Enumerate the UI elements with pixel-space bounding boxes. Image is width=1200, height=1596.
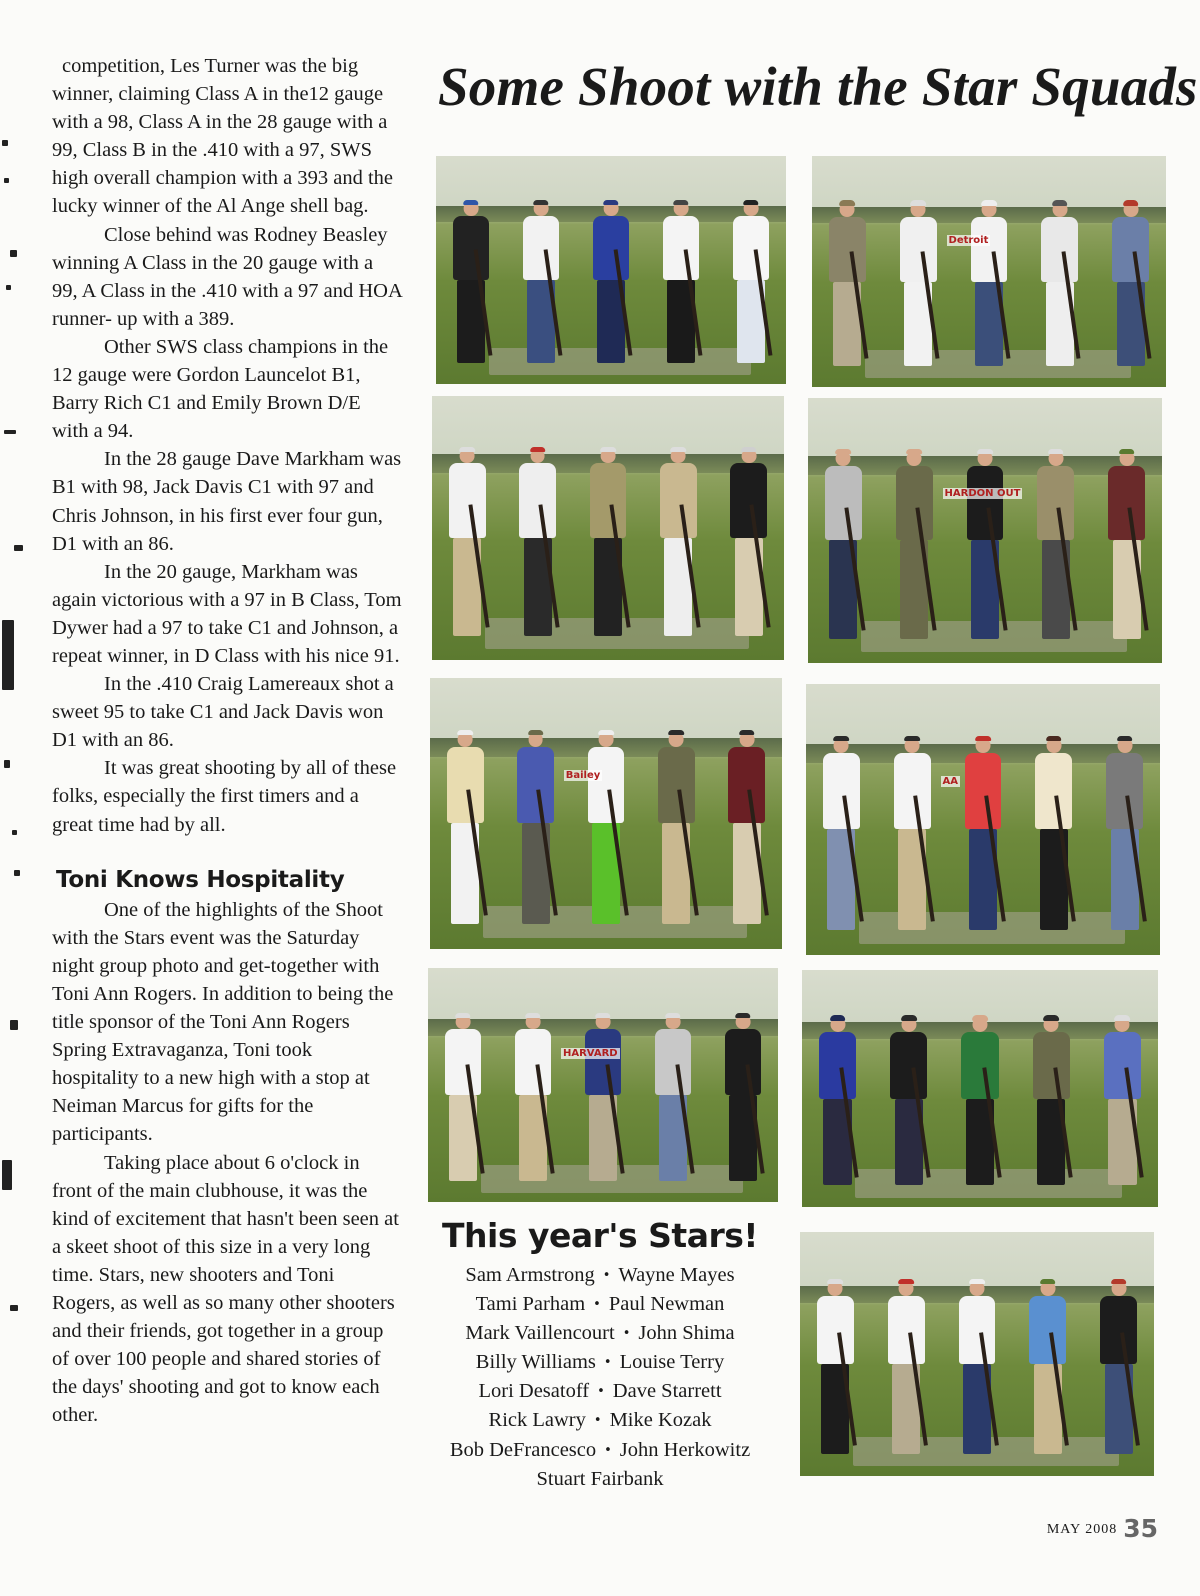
figure-shirt [1100,1296,1137,1365]
shirt-lettering: HARVARD [563,1047,618,1059]
shooter-figure [961,727,1005,938]
shooter-figure [816,1008,860,1193]
figure-cap [1111,1279,1127,1285]
shooter-figure [1032,727,1076,938]
squad-photo-1 [436,156,786,384]
figure-cap [673,200,688,206]
figure-cap [910,200,926,206]
figure-shirt [733,216,769,280]
shooter-figure [659,193,702,371]
figure-cap [735,1013,750,1019]
star-name: Billy Williams [475,1351,596,1374]
figure-shirt [967,466,1004,540]
figure-cap [739,730,755,736]
page-title: Some Shoot with the Star Squads [438,56,1198,117]
article-paragraph: In the 20 gauge, Markham was again victorious with a 97 in B Class, Tom Dywer had a 97 to take C1 and Johnson, a repeat winner, in D Class with his nice 91. [52,560,402,667]
shooter-figure [516,438,560,644]
figure-shirt [590,463,627,537]
stars-line [420,1290,780,1319]
star-name: Mark Vaillencourt [465,1322,615,1345]
issue-date: MAY 2008 [1046,1522,1118,1537]
figure-cap [600,447,616,453]
shirt-lettering: HARDON OUT [944,488,1021,500]
star-name: Paul Newman [608,1293,725,1316]
figure-shirt [585,1029,621,1095]
figure-cap [981,200,997,206]
figure-shirt [1029,1296,1066,1365]
figure-shirt [817,1296,854,1365]
shooter-figure [655,721,699,932]
figure-shirt [823,753,860,829]
figure-shirt [725,1029,761,1095]
figure-cap [840,200,856,206]
figure-shirt [660,463,697,537]
stars-line [420,1348,780,1377]
figure-cap [1117,736,1133,742]
shirt-lettering: Detroit [948,234,989,246]
star-name: Tami Parham [475,1293,586,1316]
squad-photo-3 [432,396,784,660]
shooter-figure [657,438,701,644]
figure-cap [459,447,475,453]
figure-cap [1046,736,1062,742]
shooter-figure [725,721,769,932]
figure-cap [906,449,922,455]
shooter-figure [581,1005,624,1188]
figure-shirt [959,1296,996,1365]
figure-shirt [1104,1032,1141,1099]
page-number: 35 [1123,1514,1158,1543]
figure-shirt [888,1296,925,1365]
figure-shirt [965,753,1002,829]
section-heading: Toni Knows Hospitality [56,866,345,893]
figure-shirt [663,216,699,280]
shooter-figure [958,1008,1002,1193]
figure-cap [598,730,614,736]
figure-shirt [961,1032,998,1099]
shooter-figure [729,193,772,371]
squad-photo-5 [430,678,782,949]
shooter-figure [1038,193,1082,373]
figure-shirt [658,747,695,823]
figure-shirt [588,747,625,823]
figure-shirt [593,216,629,280]
stars-line [420,1261,780,1290]
figure-cap [525,1013,540,1019]
star-name: Bob DeFrancesco [449,1438,597,1461]
article-paragraph: Close behind was Rodney Beasley winning A Class in the 20 gauge with a 99, A Class in the .410 with a 97 and HOA runner- up with a 389. [52,223,402,330]
figure-shirt [896,466,933,540]
figure-cap [836,449,852,455]
figure-cap [1052,200,1068,206]
figure-cap [595,1013,610,1019]
figure-cap [1040,1279,1056,1285]
figure-shirt [449,463,486,537]
shooter-figure [511,1005,554,1188]
figure-cap [741,447,757,453]
figure-shirt [1035,753,1072,829]
shooter-figure [727,438,771,644]
stars-line [420,1319,780,1348]
shooter-figure [514,721,558,932]
figure-shirt [819,1032,856,1099]
shooter-figure [884,1271,928,1461]
figure-shirt [453,216,489,280]
figure-shirt [890,1032,927,1099]
page-footer [1047,1514,1158,1543]
shooter-figure [651,1005,694,1188]
article-paragraph: In the .410 Craig Lamereaux shot a sweet 95 to take C1 and Jack Davis won D1 with an 86. [52,673,394,752]
stars-list [420,1216,780,1493]
figure-cap [1119,449,1135,455]
figure-cap [455,1013,470,1019]
figure-cap [463,200,478,206]
article-paragraph: Taking place about 6 o'clock in front of the main clubhouse, it was the kind of excitement that hasn't been seen at a skeet shoot of this size in a very long time. Stars, new shooters and Toni Rogers, as well as so many other shooters and their friends, got together in a group of over 100 people and shared stories of the days' shooting and got to know each other. [52,1151,399,1427]
figure-cap [743,200,758,206]
bullet-separator: • [597,1384,605,1400]
figure-shirt [655,1029,691,1095]
star-name: Rick Lawry [488,1409,586,1432]
figure-cap [828,1279,844,1285]
article-paragraph: competition, Les Turner was the big winner, claiming Class A in the12 gauge with a 98, Class A in the 28 gauge with a 99, Class B in the .410 with a 97, SWS high overall champion with a 393 and the lucky winner of the Al Ange shell bag. [52,55,394,218]
figure-cap [528,730,544,736]
figure-shirt [1037,466,1074,540]
figure-shirt [523,216,559,280]
figure-shirt [728,747,765,823]
star-name: Wayne Mayes [618,1264,735,1286]
star-name: Sam Armstrong [465,1264,595,1286]
figure-cap [898,1279,914,1285]
article-body [52,52,402,1430]
figure-shirt [971,217,1008,282]
shooter-figure [441,1005,484,1188]
figure-cap [603,200,618,206]
figure-cap [977,449,993,455]
shooter-figure [821,440,865,647]
figure-shirt [445,1029,481,1095]
squad-photo-9 [800,1232,1154,1476]
figure-cap [457,730,473,736]
shooter-figure [967,193,1011,373]
shooter-figure [1103,727,1147,938]
figure-shirt [1112,217,1149,282]
bullet-separator: • [604,1442,612,1458]
figure-shirt [900,217,937,282]
shooter-figure [963,440,1007,647]
figure-shirt [730,463,767,537]
bullet-separator: • [593,1413,602,1429]
bullet-separator: • [593,1297,601,1313]
figure-cap [901,1015,917,1021]
figure-cap [972,1015,988,1021]
star-name: Lori Desatoff [478,1380,590,1403]
stars-line [420,1406,780,1435]
figure-cap [904,736,920,742]
figure-shirt [1106,753,1143,829]
squad-photo-4 [808,398,1162,663]
figure-cap [1115,1015,1131,1021]
figure-cap [975,736,991,742]
shooter-figure [896,193,940,373]
figure-shirt [515,1029,551,1095]
squad-photo-2 [812,156,1166,387]
figure-cap [665,1013,680,1019]
star-name: John Shima [638,1322,735,1345]
shooter-figure [443,721,487,932]
figure-shirt [1108,466,1145,540]
squad-photo-7 [428,968,778,1202]
shooter-figure [955,1271,999,1461]
squad-photo-8 [802,970,1158,1207]
figure-cap [1123,200,1139,206]
figure-shirt [1041,217,1078,282]
shooter-figure [1100,1008,1144,1193]
shooter-figure [813,1271,857,1461]
article-paragraph: Other SWS class champions in the 12 gauge were Gordon Launcelot B1, Barry Rich C1 and Emily Brown D/E with a 94. [52,335,389,443]
shooter-figure [586,438,630,644]
stars-heading: This year's Stars! [442,1216,758,1255]
figure-cap [834,736,850,742]
shooter-figure [519,193,562,371]
figure-cap [830,1015,846,1021]
bullet-separator: • [602,1268,611,1283]
shooter-figure [1034,440,1078,647]
figure-shirt [1033,1032,1070,1099]
shooter-figure [589,193,632,371]
figure-cap [669,730,685,736]
figure-shirt [829,217,866,282]
shooter-figure [890,727,934,938]
figure-cap [969,1279,985,1285]
figure-shirt [447,747,484,823]
figure-cap [1048,449,1064,455]
bullet-separator: • [622,1326,631,1342]
shooter-figure [1097,1271,1141,1461]
star-name: Louise Terry [619,1351,725,1374]
shooter-figure [1029,1008,1073,1193]
figure-shirt [825,466,862,540]
bullet-separator: • [603,1355,612,1371]
figure-shirt [517,747,554,823]
scan-edge-marks [0,0,22,1596]
star-name: Stuart Fairbank [536,1467,664,1490]
shirt-lettering: Bailey [565,770,601,782]
figure-cap [671,447,687,453]
stars-line [420,1465,780,1493]
shooter-figure [887,1008,931,1193]
shooter-figure [1105,440,1149,647]
article-paragraph: One of the highlights of the Shoot with the Stars event was the Saturday night group photo and get-together with Toni Ann Rogers. In addition to being the title sponsor of the Toni Ann Rogers Spring Extravaganza, Toni took hospitality to a new high with a stop at Neiman Marcus for gifts for the participants. [52,898,394,1146]
squad-photo-6 [806,684,1160,955]
shooter-figure [449,193,492,371]
shooter-figure [819,727,863,938]
article-paragraph: In the 28 gauge Dave Markham was B1 with 98, Jack Davis C1 with 97 and Chris Johnson, in his first ever four gun, D1 with an 86. [52,448,402,555]
star-name: Dave Starrett [612,1380,722,1403]
article-paragraph: It was great shooting by all of these folks, especially the first timers and a great time had by all. [52,757,397,836]
shooter-figure [825,193,869,373]
figure-cap [1043,1015,1059,1021]
shooter-figure [721,1005,764,1188]
shooter-figure [1109,193,1153,373]
shooter-figure [445,438,489,644]
star-name: Mike Kozak [609,1409,712,1432]
figure-shirt [519,463,556,537]
stars-line [420,1436,780,1465]
stars-line [420,1377,780,1406]
shooter-figure [892,440,936,647]
star-name: John Herkowitz [619,1438,751,1461]
shooter-figure [1026,1271,1070,1461]
figure-shirt [894,753,931,829]
figure-cap [533,200,548,206]
figure-cap [530,447,546,453]
shirt-lettering: AA [942,776,958,788]
shooter-figure [584,721,628,932]
